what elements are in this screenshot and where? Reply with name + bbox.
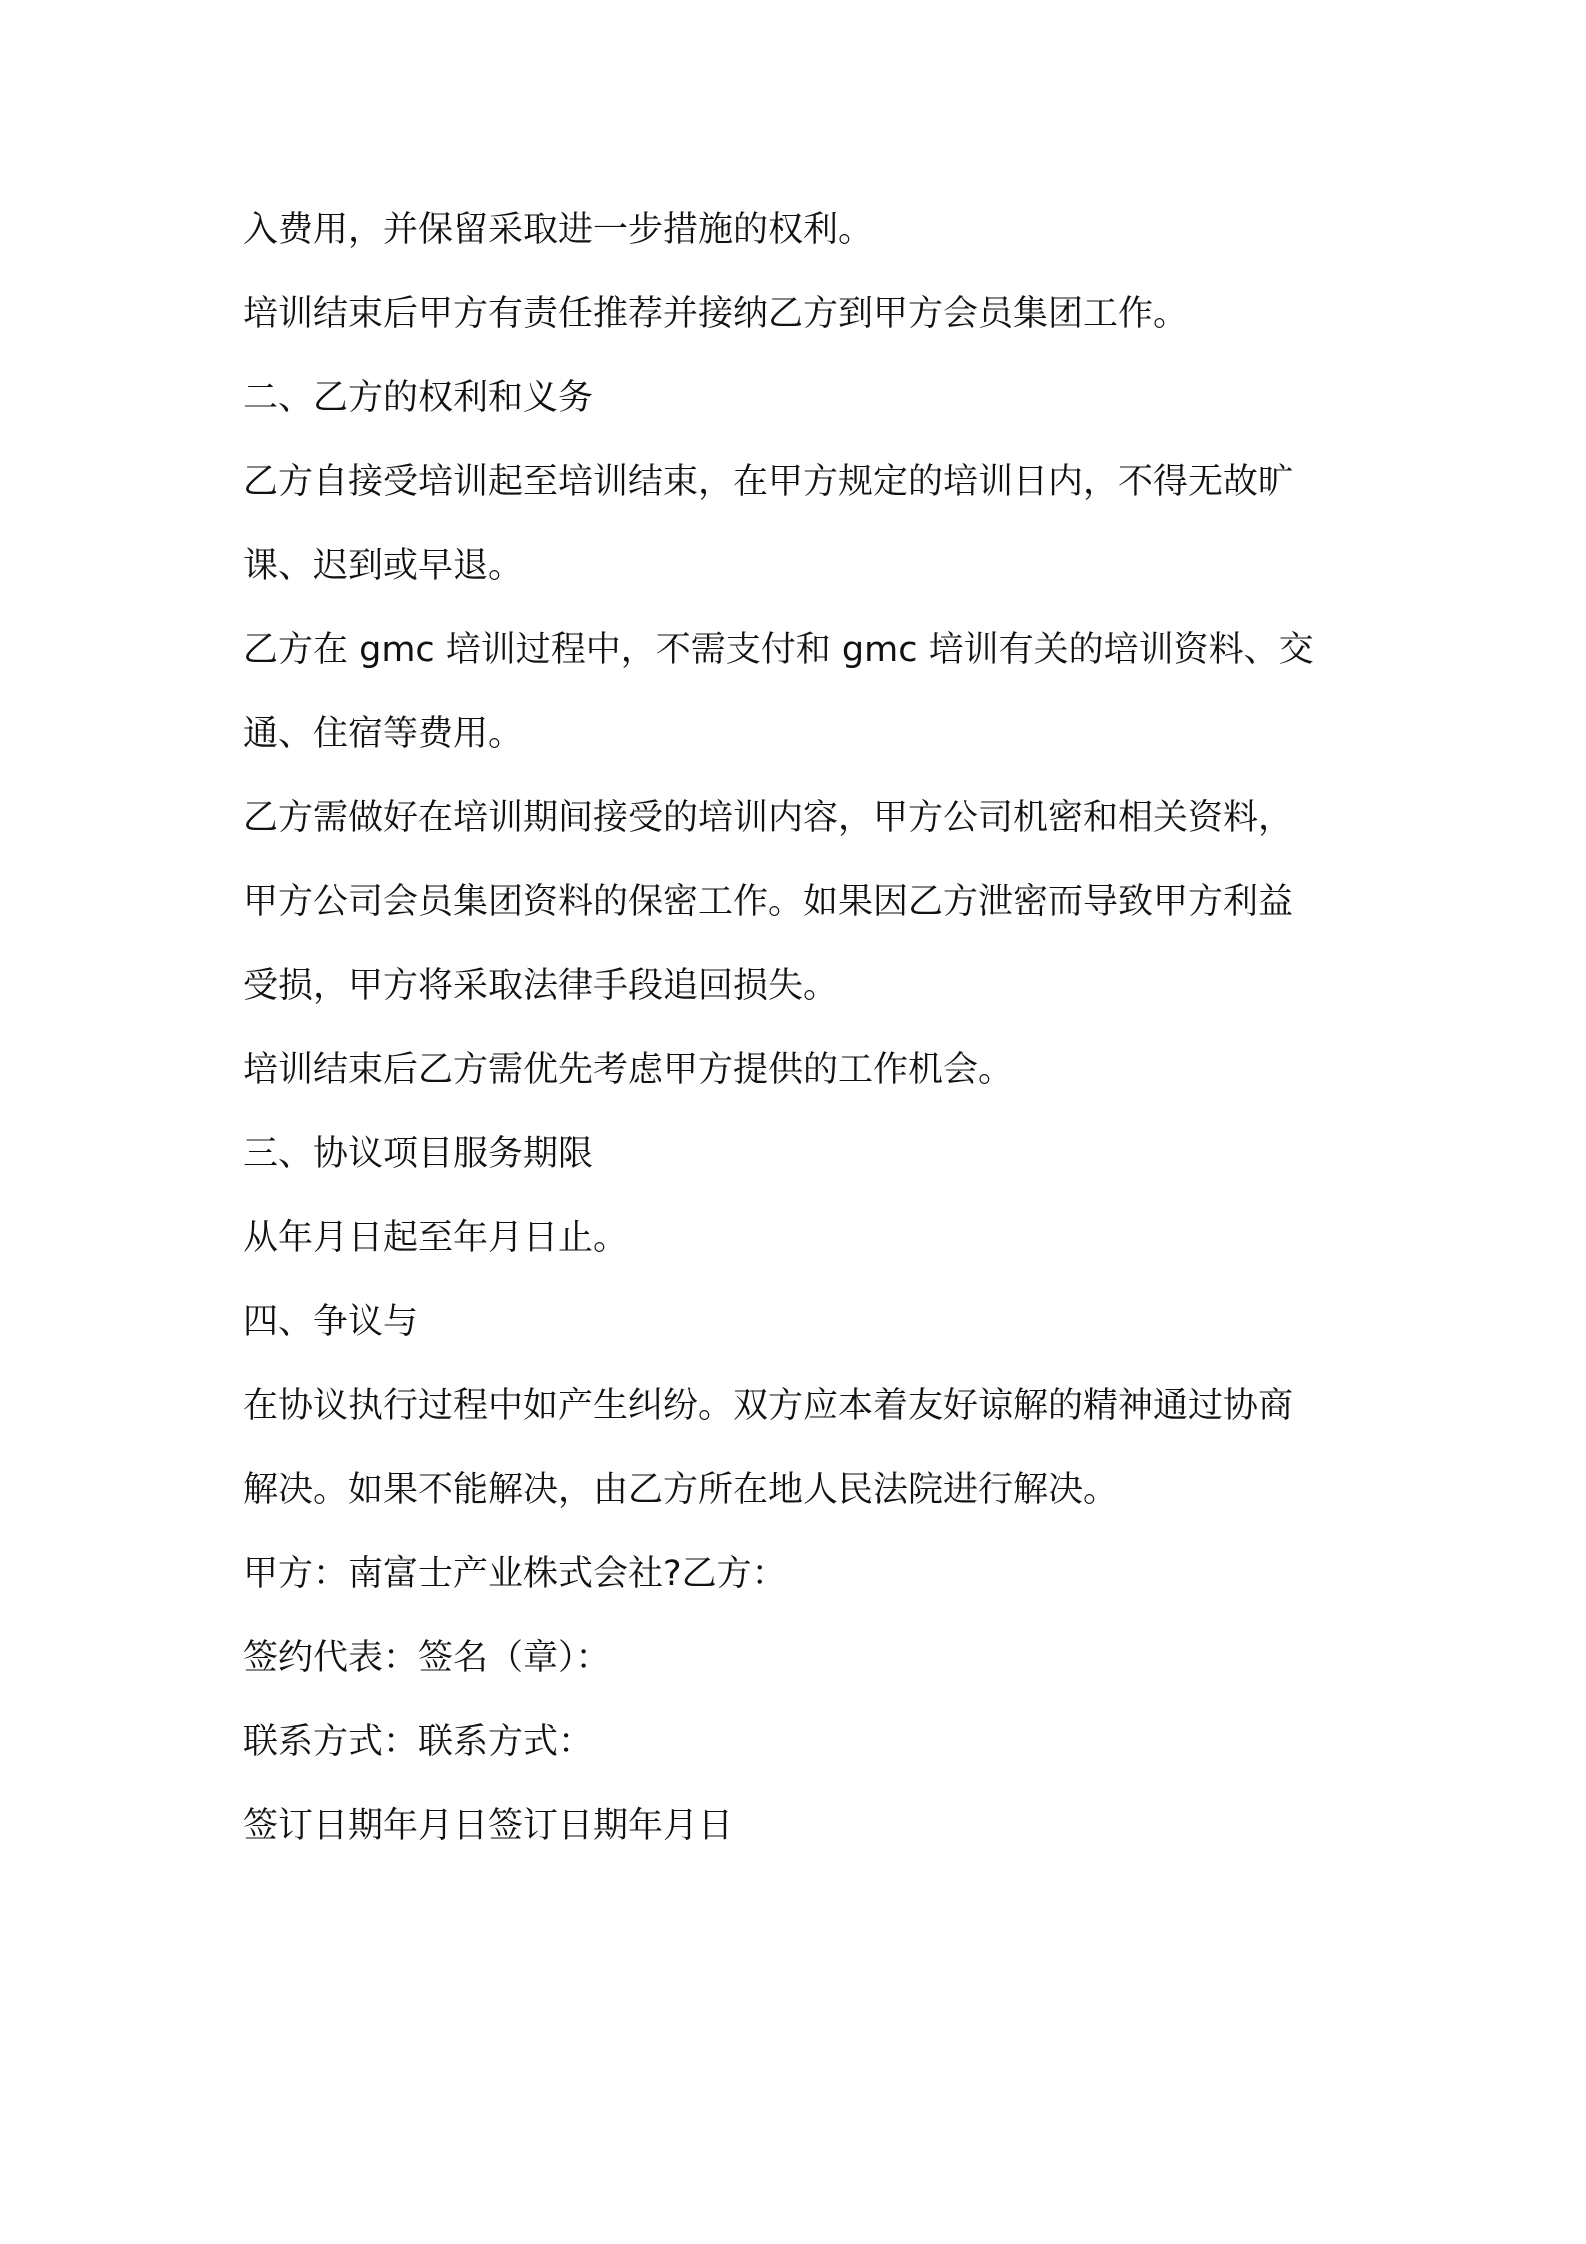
paragraph-fees-line-1: 乙方在 gmc 培训过程中，不需支付和 gmc 培训有关的培训资料、交 <box>243 630 1314 670</box>
signature-parties: 甲方：南富士产业株式会社?乙方： <box>243 1554 787 1594</box>
signature-date: 签订日期年月日签订日期年月日 <box>243 1806 734 1846</box>
section-heading-party-b-rights: 二、乙方的权利和义务 <box>243 378 594 418</box>
paragraph-term-dates: 从年月日起至年月日止。 <box>243 1218 629 1258</box>
paragraph-training-end-recommendation: 培训结束后甲方有责任推荐并接纳乙方到甲方会员集团工作。 <box>243 294 1189 334</box>
paragraph-confidentiality-line-1: 乙方需做好在培训期间接受的培训内容，甲方公司机密和相关资料， <box>243 798 1294 838</box>
signature-representative: 签约代表：签名（章）： <box>243 1638 611 1678</box>
paragraph-dispute-line-1: 在协议执行过程中如产生纠纷。双方应本着友好谅解的精神通过协商 <box>243 1386 1294 1426</box>
paragraph-dispute-line-2: 解决。如果不能解决，由乙方所在地人民法院进行解决。 <box>243 1470 1119 1510</box>
paragraph-fees-line-2: 通、住宿等费用。 <box>243 714 524 754</box>
paragraph-attendance-line-2: 课、迟到或早退。 <box>243 546 524 586</box>
signature-contact: 联系方式：联系方式： <box>243 1722 594 1762</box>
paragraph-continuation: 入费用，并保留采取进一步措施的权利。 <box>243 210 874 250</box>
paragraph-job-priority: 培训结束后乙方需优先考虑甲方提供的工作机会。 <box>243 1050 1014 1090</box>
section-heading-service-term: 三、协议项目服务期限 <box>243 1134 594 1174</box>
paragraph-confidentiality-line-3: 受损，甲方将采取法律手段追回损失。 <box>243 966 839 1006</box>
paragraph-confidentiality-line-2: 甲方公司会员集团资料的保密工作。如果因乙方泄密而导致甲方利益 <box>243 882 1294 922</box>
section-heading-disputes: 四、争议与 <box>243 1302 419 1342</box>
paragraph-attendance-line-1: 乙方自接受培训起至培训结束，在甲方规定的培训日内，不得无故旷 <box>243 462 1294 502</box>
